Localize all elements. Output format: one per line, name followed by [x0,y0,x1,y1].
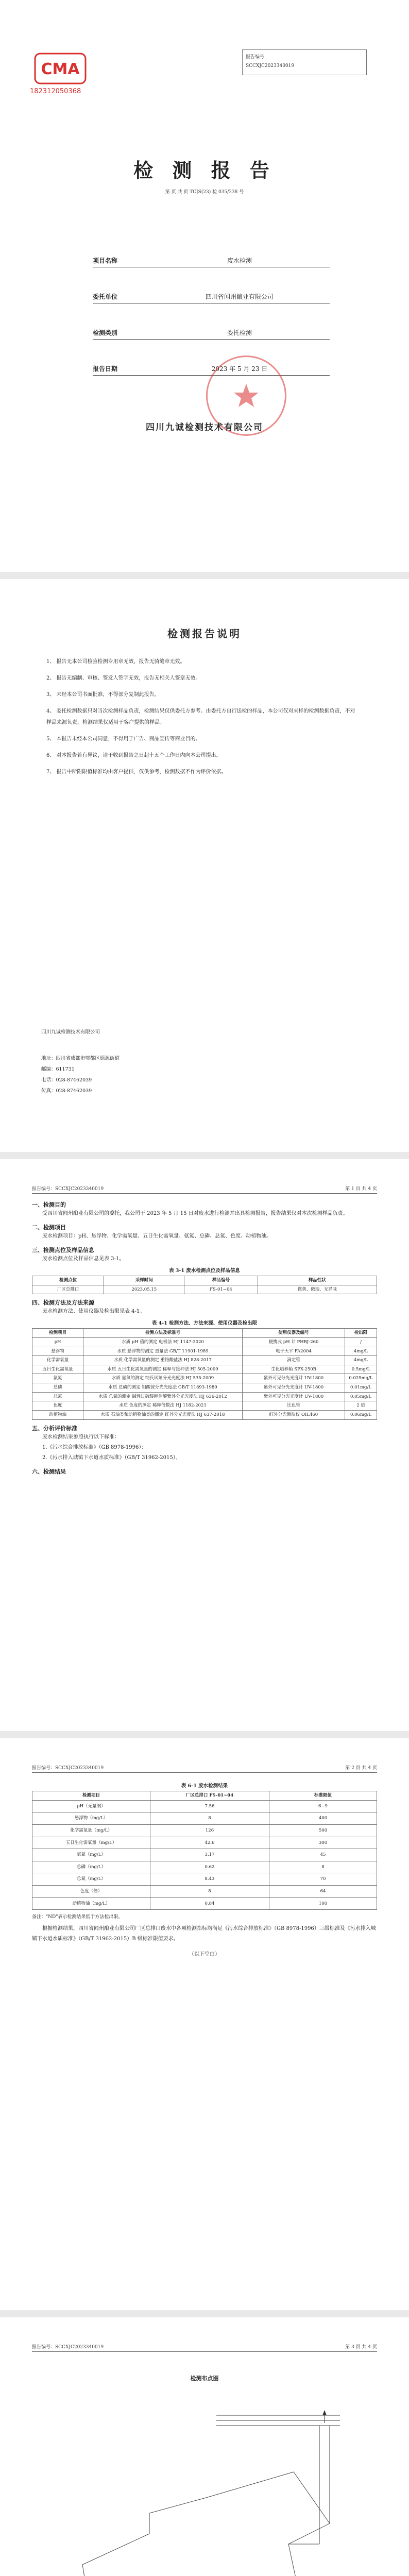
table-row [32,1337,377,1347]
cover-row-label: 报告日期 [93,365,118,372]
table-cell: 紫外可见分光光度计 UV-1800 [243,1374,345,1383]
table-cell: 水质 pH 值的测定 电极法 HJ 1147-2020 [83,1337,243,1347]
table-row [32,1365,377,1374]
table-header-cell: 检测项目 [32,1791,150,1801]
method-table [32,1328,377,1419]
section-text: 受四川省闻州酿业有限公司的委托，我公司于 2023 年 5 月 15 日对废水进行检测并出具检测报告，报告结果仅对本次检测样品负责。 [42,1211,348,1216]
table-cell: 45 [269,1849,377,1861]
table-cell: 400 [269,1812,377,1825]
table-row [32,1849,377,1861]
sample-info-table [32,1276,377,1294]
table-caption: 表 4-1 检测方法、方法来源、使用仪器及检出限 [151,1320,258,1327]
table-cell: 红外分光测油仪 OIL460 [243,1410,345,1419]
table-cell: 6~9 [269,1800,377,1812]
table-header-cell: 样品性状 [258,1276,377,1285]
table-cell: 7.56 [150,1800,269,1812]
notes-item: 1、 报告无本公司检验检测专用章无效，报告无骑缝章无效。 [46,659,185,665]
table-cell: 100 [269,1897,377,1910]
section-text: 废水检测项目：pH、悬浮物、化学需氧量、五日生化需氧量、氨氮、总磷、总氮、色度、动植物油。 [42,1233,272,1239]
page-header-right: 第 1 页 共 4 页 [345,1187,377,1192]
table-row [32,1861,377,1873]
table-cell: 0.01mg/L [345,1383,377,1393]
cover-row [93,252,330,267]
table-cell: 微黄、微浊、无异味 [258,1285,377,1294]
table-cell: 色度（倍） [32,1886,150,1898]
report-no-box [242,49,367,75]
table-header-cell: 检测点位 [32,1276,104,1285]
conclusion-text: 根据检测结果，四川省闻州酿业有限公司厂区总排口废水中各项检测指标均满足《污水综合排放标准》（GB 8978-1996）三级标准及《污水排入城镇下水道水质标准》（GB/T 31962-2015）B 级标准限值要求。 [32,1926,376,1942]
cover-row-label: 检测类别 [93,329,118,336]
page-header-right: 第 3 页 共 4 页 [345,2345,377,2350]
cover-row-value: 四川省闻州酿业有限公司 [205,293,274,300]
table-cell: 126 [150,1824,269,1837]
table-cell: pH [32,1337,83,1347]
contact-address: 地址：四川省成都市郫都区德源街道 [41,1055,120,1061]
table-caption: 表 6-1 废水检测结果 [181,1783,228,1789]
table-cell: 滴定管 [243,1356,345,1365]
table-cell: 总氮 [32,1392,83,1401]
table-cell: 0.06mg/L [345,1410,377,1419]
table-cell: 70 [269,1873,377,1886]
table-cell: 3.17 [150,1849,269,1861]
table-row [32,1347,377,1356]
table-cell: FS-01~04 [184,1285,258,1294]
table-cell: 生化培养箱 SPX-250B [243,1365,345,1374]
table-header-cell: 样品编号 [184,1276,258,1285]
table-row [32,1383,377,1393]
table-cell: 水质 色度的测定 稀释倍数法 HJ 1182-2021 [83,1401,243,1411]
header-rule [32,1193,377,1194]
table-cell: 水质 石油类和动植物油类的测定 红外分光光度法 HJ 637-2018 [83,1410,243,1419]
section-text: 废水检测点位及样品信息见表 3-1。 [42,1256,125,1262]
report-no-value: SCCXJC2023340019 [246,63,295,69]
table-cell: 4mg/L [345,1356,377,1365]
header-rule [32,1772,377,1773]
table-cell: 0.84 [150,1897,269,1910]
table-cell: 水质 化学需氧量的测定 重铬酸盐法 HJ 828-2017 [83,1356,243,1365]
contact-company: 四川九诚检测技术有限公司 [41,1029,100,1035]
notes-item: 3、 未经本公司书面批准，不得部分复制此报告。 [46,692,160,698]
contact-zip: 邮编：611731 [41,1066,75,1072]
report-content [32,1200,377,1476]
notes-list [46,656,355,783]
table-cell: 化学需氧量 [32,1356,83,1365]
table-cell: 动植物油 [32,1410,83,1419]
table-row [32,1837,377,1849]
table-cell: 厂区总排口 [32,1285,104,1294]
table-cell: 4mg/L [345,1347,377,1356]
svg-text:CMA: CMA [41,60,80,78]
table-cell: 色度 [32,1401,83,1411]
table-cell: 8 [150,1886,269,1898]
table-cell: 总磷（mg/L） [32,1861,150,1873]
table-cell: 8.43 [150,1873,269,1886]
report-page-3 [0,2317,409,2576]
table-cell: 0.5mg/L [345,1365,377,1374]
results-content [32,1780,377,1957]
table-row [32,1800,377,1812]
notes-item: 6、 对本报告若有异议，请于收到报告之日起十五个工作日内向本公司提出。 [46,753,221,758]
table-row [32,1392,377,1401]
table-cell: 8 [150,1812,269,1825]
standard-item: 1.《污水综合排放标准》（GB 8978-1996）； [42,1444,147,1450]
table-cell: 300 [269,1837,377,1849]
page-header-right: 第 2 页 共 4 页 [345,1766,377,1771]
section-title: 二、检测项目 [32,1224,66,1231]
table-cell: 水质 五日生化需氧量的测定 稀释与接种法 HJ 505-2009 [83,1365,243,1374]
cover-row [93,289,330,303]
table-row [32,1897,377,1910]
table-cell: 紫外可见分光光度计 UV-1800 [243,1383,345,1393]
table-cell: 0.05mg/L [345,1392,377,1401]
cover-page [0,0,409,572]
page-header-left: 报告编号：SCCXJC2023340019 [32,2345,104,2350]
table-cell: 动植物油（mg/L） [32,1897,150,1910]
table-cell: 氨氮（mg/L） [32,1849,150,1861]
section-text: 废水检测方法、使用仪器及检出限见表 4-1。 [42,1309,145,1315]
notes-item: 2、 报告无编制、审核、签发人签字无效，报告无相关人签章无效。 [46,675,201,681]
table-cell: 0.025mg/L [345,1374,377,1383]
table-header-cell: 标准限值 [269,1791,377,1801]
table-cell: / [345,1337,377,1347]
table-row [32,1410,377,1419]
table-row [32,1374,377,1383]
company-name: 四川九诚检测技术有限公司 [146,422,263,433]
table-row [32,1824,377,1837]
contact-fax: 传真：028-87462039 [41,1088,92,1094]
page-separator [0,1731,409,1738]
page-code: 第 页 共 页 TCJS(23) 检 035/238 号 [165,190,244,195]
page-header-left: 报告编号：SCCXJC2023340019 [32,1766,104,1771]
table-row [32,1285,377,1294]
table-cell: 42.6 [150,1837,269,1849]
table-cell: 2 倍 [345,1401,377,1411]
table-row [32,1886,377,1898]
figure-title: 检测布点图 [190,2375,219,2382]
contact-phone: 电话：028-87462039 [41,1077,92,1083]
cma-number: 182312050368 [30,88,81,95]
page-separator [0,2310,409,2317]
site-map-figure [62,2395,350,2576]
end-text: （以下空白） [189,1952,220,1958]
table-cell: 比色管 [243,1401,345,1411]
table-header-cell: 采样时间 [104,1276,184,1285]
section-title: 一、检测目的 [32,1201,66,1208]
table-cell: 总磷 [32,1383,83,1393]
table-cell: 2023.05.15 [104,1285,184,1294]
cover-row-value: 2023 年 5 月 23 日 [211,365,268,372]
table-header-cell: 厂区总排口 FS-01~04 [150,1791,269,1801]
site-map [62,2395,350,2576]
cma-logo [32,50,89,87]
cover-row-label: 项目名称 [93,257,118,264]
table-cell: 悬浮物（mg/L） [32,1812,150,1825]
table-cell: 500 [269,1824,377,1837]
table-cell: 五日生化需氧量 [32,1365,83,1374]
report-title: 检 测 报 告 [133,159,276,182]
section-title: 五、分析评价标准 [32,1425,77,1432]
table-cell: 总氮（mg/L） [32,1873,150,1886]
table-caption: 表 3-1 废水检测点位及样品信息 [169,1268,240,1274]
contact-block [41,1027,120,1096]
table-note: 备注："ND"表示检测结果低于方法检出限。 [32,1914,123,1920]
cover-row-value: 委托检测 [227,329,252,336]
table-cell: 64 [269,1886,377,1898]
cover-row-label: 委托单位 [93,293,118,300]
table-row [32,1873,377,1886]
table-header-cell: 使用仪器及编号 [243,1329,345,1338]
table-cell: 电子天平 FA2004 [243,1347,345,1356]
results-table [32,1791,377,1910]
notes-item: 5、 本报告未经本公司同意，不得用于广告、商品宣传等商业目的。 [46,736,201,742]
cover-row-value: 废水检测 [227,257,252,264]
table-cell: 氨氮 [32,1374,83,1383]
table-row [32,1401,377,1411]
table-row [32,1356,377,1365]
report-no-label: 报告编号 [246,55,265,60]
table-cell: 0.62 [150,1861,269,1873]
table-header-cell: 检测项目 [32,1329,83,1338]
table-cell: pH（无量纲） [32,1800,150,1812]
table-cell: 水质 总磷的测定 钼酸铵分光光度法 GB/T 11893-1989 [83,1383,243,1393]
notes-item: 7、 报告中所附限值标准均由客户提供，仅供参考，检测数据不作为评价依据。 [46,769,227,775]
section-title: 三、检测点位及样品信息 [32,1247,94,1253]
page-separator [0,572,409,579]
table-cell: 便携式 pH 计 PHBJ-260 [243,1337,345,1347]
table-cell: 悬浮物 [32,1347,83,1356]
table-header-cell: 检测方法及标准号 [83,1329,243,1338]
page-separator [0,1152,409,1159]
notes-page [0,579,409,1152]
section-title: 六、检测结果 [32,1468,66,1475]
cma-logo-icon [32,50,89,87]
table-cell: 紫外可见分光光度计 UV-1800 [243,1392,345,1401]
page-header-left: 报告编号：SCCXJC2023340019 [32,1187,104,1192]
header-rule [32,2351,377,2352]
section-title: 四、检测方法及方法来源 [32,1299,94,1307]
notes-title: 检测报告说明 [167,628,242,640]
table-cell: 8 [269,1861,377,1873]
table-cell: 五日生化需氧量（mg/L） [32,1837,150,1849]
notes-item: 4、 委托检测数据只对当次检测样品负责，检测结果仅供委托方参考。由委托方自行送检的样品，本公司仅对来样的检测数据负责，不对样品来源负责，检测结果仅适用于客户提供的样品。 [46,708,355,725]
section-text: 废水检测结果参照执行以下标准： [42,1434,120,1440]
report-page-1 [0,1159,409,1731]
table-cell: 化学需氧量（mg/L） [32,1824,150,1837]
table-cell: 水质 悬浮物的测定 重量法 GB/T 11901-1989 [83,1347,243,1356]
report-page-2 [0,1738,409,2310]
table-row [32,1812,377,1825]
table-header-cell: 检出限 [345,1329,377,1338]
table-cell: 水质 总氮的测定 碱性过硫酸钾消解紫外分光光度法 HJ 636-2012 [83,1392,243,1401]
table-cell: 水质 氨氮的测定 纳氏试剂分光光度法 HJ 535-2009 [83,1374,243,1383]
standard-item: 2.《污水排入城镇下水道水质标准》（GB/T 31962-2015）。 [42,1454,181,1461]
cover-row [93,325,330,340]
